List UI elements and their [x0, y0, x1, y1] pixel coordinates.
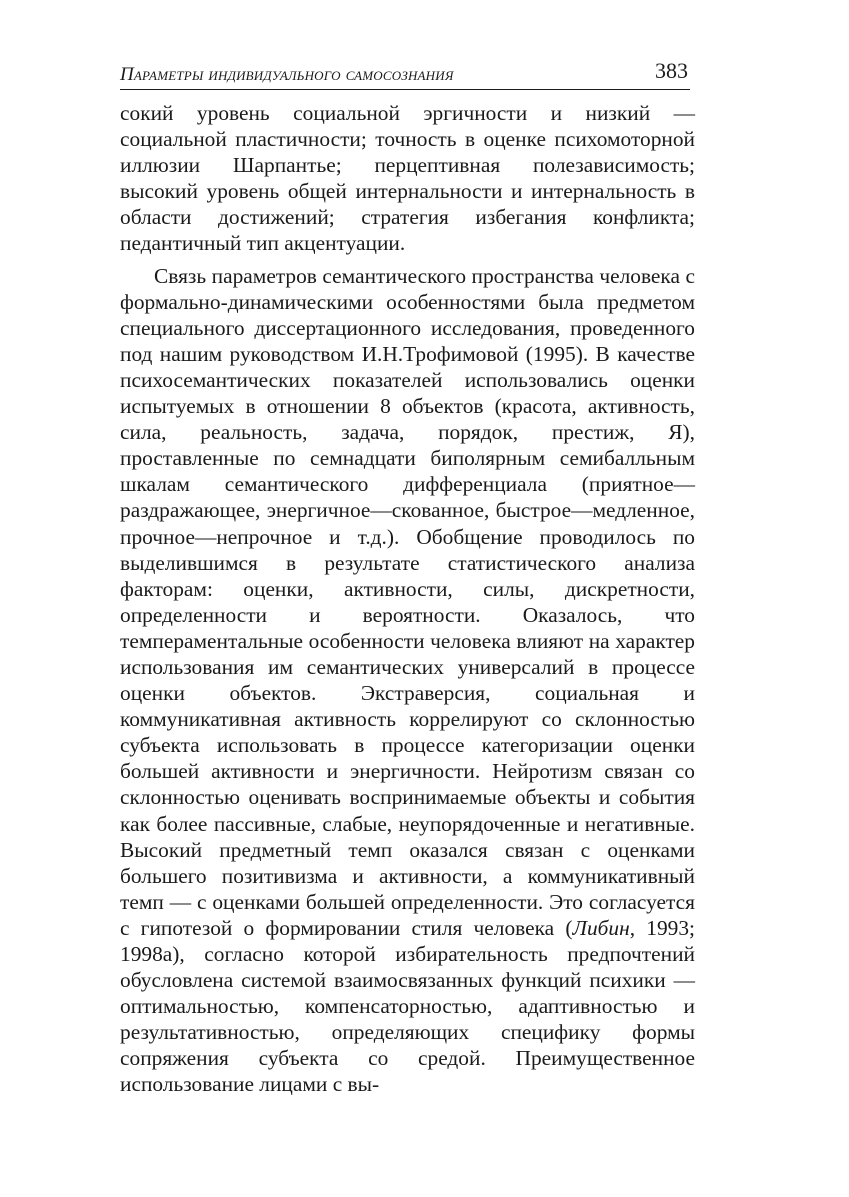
body-text [120, 100, 695, 1098]
running-title: Параметры индивидуального самосознания [120, 64, 454, 85]
page-number: 383 [655, 58, 688, 83]
header-rule [120, 89, 690, 90]
paragraph-2-part-a: Связь параметров семантического пространства человека с формально-динамическими особенностями была предметом специального диссертационного исследования, проведенного под нашим руководством И.Н.Трофимовой (1995). В качестве психосемантических показателей использовались оценки испытуемых в отношении 8 объектов (красота, активность, сила, реальность, задача, порядок, престиж, Я), проставленные по семнадцати биполярным семибалльным шкалам семантического дифференциала (приятное—раздражающее, энергичное—скованное, быстрое—медленное, прочное—непрочное и т.д.). Обобщение проводилось по выделившимся в результате статистического анализа факторам: оценки, активности, силы, дискретности, определенности и вероятности. Оказалось, что темпераментальные особенности человека влияют на характер использования им семантических универсалий в процессе оценки объектов. Экстраверсия, социальная и коммуникативная активность коррелируют со склонностью субъекта использовать в процессе категоризации оценки большей активности и энергичности. Нейротизм связан со склонностью оценивать воспринимаемые объекты и события как более пассивные, слабые, неупорядоченные и негативные. Высокий предметный темп оказался связан с оценками большего позитивизма и активности, а коммуникативный темп — с оценками большей определенности. Это согласуется с гипотезой о формировании стиля человека ( [120, 263, 695, 940]
page-header [120, 58, 690, 88]
paragraph-2 [120, 263, 695, 1098]
citation-author: Либин [572, 915, 630, 940]
paragraph-2-part-b: , 1993; 1998а), согласно которой избирательность предпочтений обусловлена системой взаимосвязанных функций психики — оптимальностью, компенсаторностью, адаптивностью и результативностью, определяющих специфику формы сопряжения субъекта со средой. Преимущественное использование лицами с вы- [120, 915, 695, 1097]
paragraph-1: сокий уровень социальной эргичности и низкий — социальной пластичности; точность в оценке психомоторной иллюзии Шарпантье; перцептивная полезависимость; высокий уровень общей интернальности и интернальность в области достижений; стратегия избегания конфликта; педантичный тип акцентуации. [120, 101, 695, 256]
